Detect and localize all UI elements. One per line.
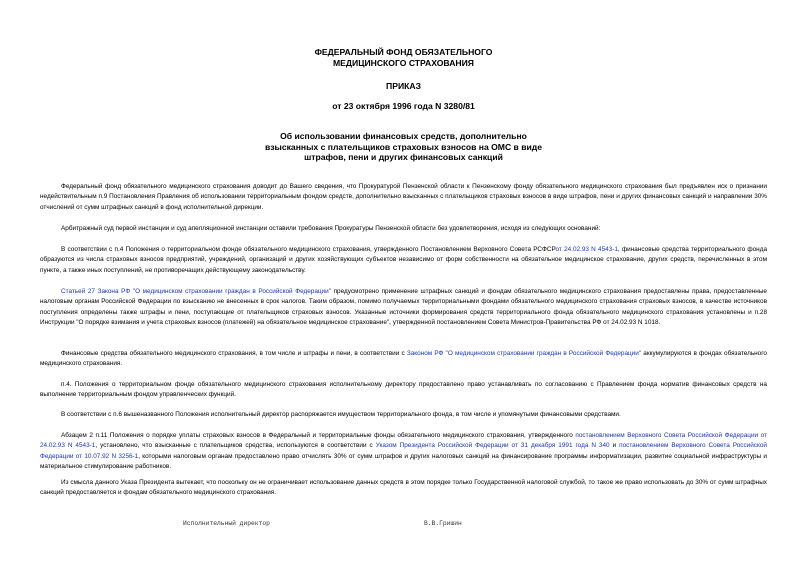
paragraph-5-text-a: Финансовые средства обязательного медицинского страхования, в том числе и штрафы и пени, в соответствии с <box>61 350 407 357</box>
organization-title <box>0 47 807 68</box>
paragraph-8-text-b: , установлено, что взысканные с плательщиков средства, используются в соответствии с <box>95 442 376 450</box>
paragraph-5-text-b: аккумулируются в фондах обязательного медицинского страхования. <box>40 350 767 368</box>
paragraph-6-text: п.4. Положения о территориальном фонде обязательного медицинского страхования исполнительному директору предоставлено право устанавливать по согласованию с Правлением фонда норматив финансовых средств на выполнение территориальным фондом управленческих функций. <box>40 381 767 399</box>
paragraph-8 <box>40 431 767 473</box>
paragraph-3 <box>40 245 767 276</box>
document-date: от 23 октября 1996 года N 3280/81 <box>332 101 475 111</box>
paragraph-1-text: Федеральный фонд обязательного медицинского страхования доводит до Вашего сведения, что Прокуратурой Пензенской области к Пензенскому фонду обязательного медицинского страхования был предъявлен иск о признании недействительным п.9 Постановления Правления об использовании территориальным фондом средств, дополнительно взысканных с плательщиков страховых взносов в виде штрафов, пени и других финансовых санкций и направлении 30% отчислений от сумм штрафных санкций в фонд исполнительной дирекции. <box>40 183 767 211</box>
link-decree-340[interactable]: Указом Президента Российской Федерации от 31 декабря 1991 года N 340 <box>375 442 610 450</box>
link-resolution-3256-1[interactable]: постановлением Верховного Совета Российской Федерации от 10.07.92 N 3256-1 <box>40 442 767 460</box>
document-type: ПРИКАЗ <box>386 81 421 91</box>
paragraph-8-text-c: и <box>609 442 620 450</box>
link-law-medical-insurance[interactable]: Законом РФ "О медицинском страховании граждан в Российской Федерации" <box>406 350 642 357</box>
signature-position: Исполнительный директор <box>183 520 270 527</box>
paragraph-9 <box>40 478 767 499</box>
subject-line-3: штрафов, пени и других финансовых санкций <box>304 152 503 162</box>
paragraph-8-text-d: , которыми налоговым органам предоставлено право отчислять 30% от сумм штрафов и других налоговых санкций на финансирование программы информатизации, развитие социальной инфраструктуры и материальное стимулирование работников. <box>40 452 767 471</box>
document-subject <box>0 131 807 163</box>
organization-line-1: ФЕДЕРАЛЬНЫЙ ФОНД ОБЯЗАТЕЛЬНОГО <box>314 47 493 57</box>
paragraph-7-text: В соответствии с п.6 вышеназванного Положения исполнительный директор распоряжается имуществом территориального фонда, в том числе и упомянутыми финансовыми средствами. <box>61 411 621 418</box>
link-resolution-4543-1-b[interactable]: постановлением Верховного Совета Российской Федерации от 24.02.93 N 4543-1 <box>40 432 767 450</box>
paragraph-5 <box>40 349 767 370</box>
paragraph-3-text-b: , финансовые средства территориального фонда образуются из числа страховых взносов предприятий, учреждений, организаций и других хозяйствующих субъектов независимо от форм собственности на обязательное медицинское страхование, других средств, перечисленных в этом пункте, а также иных поступлений, не противоречащих действующему законодательству. <box>40 246 767 274</box>
subject-line-1: Об использовании финансовых средств, дополнительно <box>280 131 527 141</box>
paragraph-4 <box>40 287 767 329</box>
paragraph-3-text-a: В соответствии с п.4 Положения о территориальном фонде обязательного медицинского страхования, утвержденного Постановлением Верховного Совета РСФСР <box>61 246 556 253</box>
paragraph-2 <box>40 224 767 234</box>
subject-line-2: взысканных с плательщиков страховых взносов на ОМС в виде <box>264 141 543 152</box>
link-law-article-27[interactable]: Статьей 27 Закона РФ "О медицинском страховании граждан в Российской Федерации" <box>61 288 331 295</box>
paragraph-7 <box>40 410 767 420</box>
signature-name: В.В.Гришин <box>424 520 462 527</box>
paragraph-2-text: Арбитражный суд первой инстанции и суд апелляционной инстанции оставили требования Прокуратуры Пензенской области без удовлетворения, исходя из следующих оснований: <box>61 225 601 232</box>
paragraph-8-text-a: Абзацем 2 п.11 Положения о порядке уплаты страховых взносов в Федеральный и территориальные фонды обязательного медицинского страхования, утвержденного <box>61 432 576 439</box>
link-resolution-4543-1[interactable]: от 24.02.93 N 4543-1 <box>555 246 618 253</box>
paragraph-9-text: Из смысла данного Указа Президента вытекает, что поскольку он не ограничивает использование данных средств в этом порядке только Государственной налоговой службой, то такое же право использовать до 30% от сумм штрафных санкций предоставляется и фондам обязательного медицинского страхования. <box>40 479 767 497</box>
organization-line-2: МЕДИЦИНСКОГО СТРАХОВАНИЯ <box>333 57 474 68</box>
paragraph-4-text: предусмотрено применение штрафных санкций и фондам обязательного медицинского страхования предоставлены права, предоставленные налоговым органам Российской Федерации по взысканию не внесенных в срок налогов. Таким образом, помимо получаемых территориальными фондами обязательного медицинского страхования страховых взносов, в качестве источников поступления определены также штрафы и пени, поступающие от плательщиков страховых взносов. Указанные источники формирования средств территориального фонда обязательного медицинского страхования установлены и п.28 Инструкции "О порядке взимания и учета страховых взносов (платежей) на обязательное медицинское страхование", утвержденной постановлением Совета Министров-Правительства РФ от 24.02.93 N 1018. <box>40 288 767 327</box>
paragraph-1 <box>40 182 767 213</box>
paragraph-6 <box>40 380 767 401</box>
